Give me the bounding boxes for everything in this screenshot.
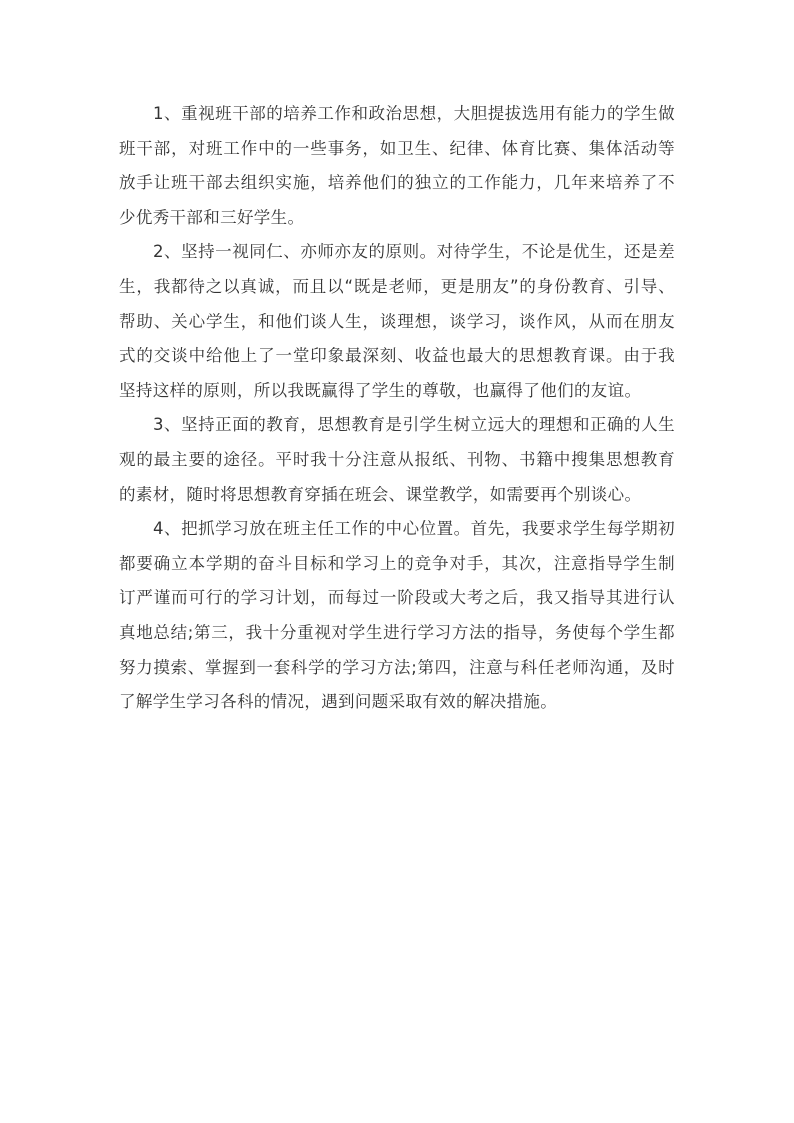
paragraph-2: 2、坚持一视同仁、亦师亦友的原则。对待学生，不论是优生，还是差生，我都待之以真诚，而且以“既是老师，更是朋友”的身份教育、引导、帮助、关心学生，和他们谈人生，谈理想，谈学习，谈作风，从而在朋友式的交谈中给他上了一堂印象最深刻、收益也最大的思想教育课。由于我坚持这样的原则，所以我既赢得了学生的尊敬，也赢得了他们的友谊。 xyxy=(119,242,675,400)
paragraph-4: 4、把抓学习放在班主任工作的中心位置。首先，我要求学生每学期初都要确立本学期的奋斗目标和学习上的竞争对手，其次，注意指导学生制订严谨而可行的学习计划，而每过一阶段或大考之后，我又指导其进行认真地总结;第三，我十分重视对学生进行学习方法的指导，务使每个学生都努力摸索、掌握到一套科学的学习方法;第四，注意与科任老师沟通，及时了解学生学习各科的情况，遇到问题采取有效的解决措施。 xyxy=(119,519,675,712)
document-body xyxy=(119,97,675,720)
paragraph-3: 3、坚持正面的教育，思想教育是引学生树立远大的理想和正确的人生观的最主要的途径。平时我十分注意从报纸、刊物、书籍中搜集思想教育的素材，随时将思想教育穿插在班会、课堂教学，如需要再个别谈心。 xyxy=(119,415,675,504)
paragraph-1: 1、重视班干部的培养工作和政治思想，大胆提拔选用有能力的学生做班干部，对班工作中的一些事务，如卫生、纪律、体育比赛、集体活动等放手让班干部去组织实施，培养他们的独立的工作能力，几年来培养了不少优秀干部和三好学生。 xyxy=(119,104,675,227)
